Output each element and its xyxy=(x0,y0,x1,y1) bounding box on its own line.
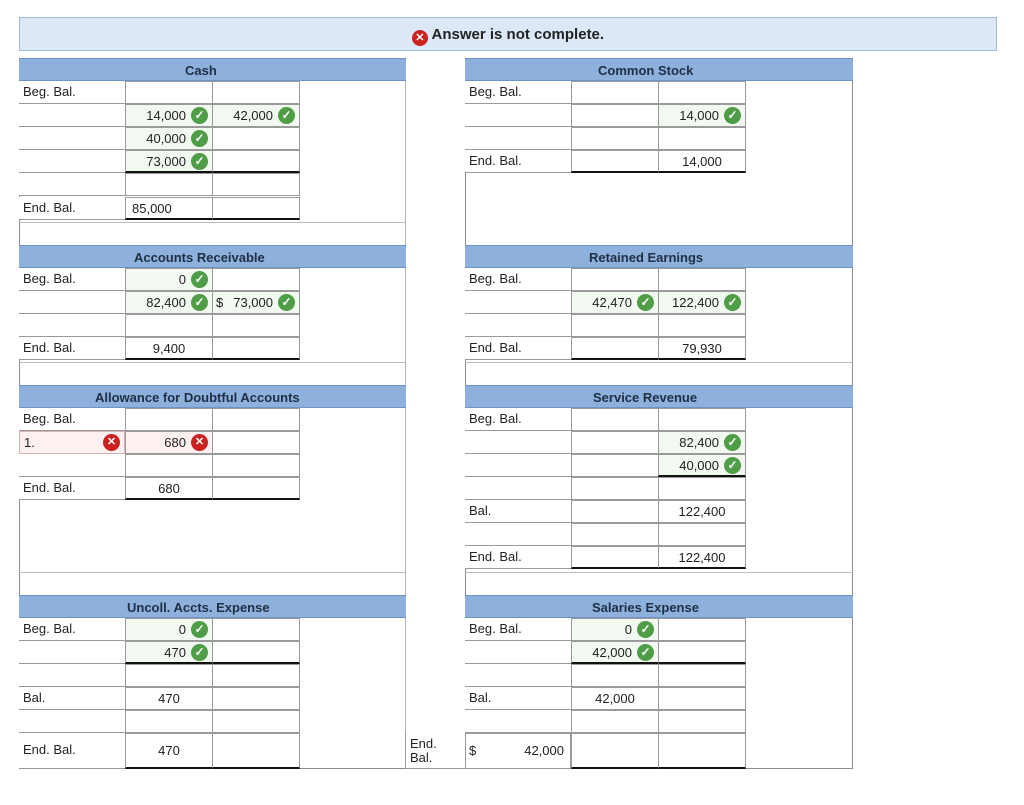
check-icon: ✓ xyxy=(637,294,654,311)
allowance-credit-2[interactable] xyxy=(212,454,300,477)
middle-column xyxy=(405,58,466,769)
answer-status-banner xyxy=(19,17,997,51)
allowance-title: Allowance for Doubtful Accounts xyxy=(95,390,300,405)
sr-row6-label[interactable] xyxy=(465,523,571,546)
cs-row2-label[interactable] xyxy=(465,104,571,127)
ue-credit-3[interactable] xyxy=(212,710,300,733)
cash-row5-credit[interactable] xyxy=(212,173,300,196)
re-debit-2[interactable] xyxy=(571,314,659,337)
se-beg-debit[interactable]: 0 ✓ xyxy=(571,618,659,641)
check-icon: ✓ xyxy=(724,294,741,311)
check-icon: ✓ xyxy=(637,621,654,638)
re-row2-label[interactable] xyxy=(465,291,571,314)
cash-row3-label[interactable] xyxy=(19,127,125,150)
se-bal-credit[interactable] xyxy=(658,687,746,710)
allowance-beg-label: Beg. Bal. xyxy=(19,408,125,431)
salaries-expense-header xyxy=(465,595,853,618)
allowance-beg-debit[interactable] xyxy=(125,408,213,431)
ar-end-label: End. Bal. xyxy=(19,337,125,360)
ue-end-credit[interactable] xyxy=(212,733,300,769)
cash-credit-1[interactable]: 42,000 ✓ xyxy=(212,104,300,127)
ue-bal-label: Bal. xyxy=(19,687,125,710)
check-icon: ✓ xyxy=(191,107,208,124)
sr-row2-label[interactable] xyxy=(465,431,571,454)
allowance-credit-1[interactable] xyxy=(212,431,300,454)
re-row3-label[interactable] xyxy=(465,314,571,337)
sr-beg-label: Beg. Bal. xyxy=(465,408,571,431)
ar-row2-label[interactable] xyxy=(19,291,125,314)
re-beg-credit[interactable] xyxy=(658,268,746,291)
se-bal-debit[interactable]: 42,000 xyxy=(571,687,659,710)
service-revenue-title: Service Revenue xyxy=(593,390,698,405)
ue-beg-debit[interactable]: 0 ✓ xyxy=(125,618,213,641)
ue-debit-2[interactable] xyxy=(125,664,213,687)
se-row5-label[interactable] xyxy=(465,710,571,733)
ar-title: Accounts Receivable xyxy=(134,250,265,265)
uncoll-expense-header xyxy=(19,595,406,618)
incorrect-icon: ✕ xyxy=(103,434,120,451)
se-credit-1[interactable] xyxy=(658,641,746,664)
re-beg-debit[interactable] xyxy=(571,268,659,291)
cash-beg-credit[interactable] xyxy=(212,81,300,104)
check-icon: ✓ xyxy=(724,434,741,451)
se-beg-label: Beg. Bal. xyxy=(465,618,571,641)
cs-end-credit[interactable]: 14,000 xyxy=(658,150,746,173)
se-end-label: End. Bal. xyxy=(405,733,466,769)
cash-header xyxy=(19,58,406,81)
sr-debit-4[interactable] xyxy=(571,523,659,546)
re-credit-2[interactable] xyxy=(658,314,746,337)
ue-debit-1[interactable]: 470 ✓ xyxy=(125,641,213,664)
se-end-credit[interactable] xyxy=(571,733,659,769)
answer-status-text: Answer is not complete. xyxy=(431,26,605,43)
check-icon: ✓ xyxy=(278,294,295,311)
check-icon: ✓ xyxy=(191,621,208,638)
ar-end-debit[interactable]: 9,400 xyxy=(125,337,213,360)
ue-beg-label: Beg. Bal. xyxy=(19,618,125,641)
ue-debit-3[interactable] xyxy=(125,710,213,733)
se-debit-1[interactable]: 42,000 ✓ xyxy=(571,641,659,664)
check-icon: ✓ xyxy=(278,107,295,124)
ar-debit-2[interactable] xyxy=(125,314,213,337)
re-end-debit[interactable] xyxy=(571,337,659,360)
re-end-credit[interactable]: 79,930 xyxy=(658,337,746,360)
cash-row2-label[interactable] xyxy=(19,104,125,127)
se-beg-credit[interactable] xyxy=(658,618,746,641)
cash-row4-label[interactable] xyxy=(19,150,125,173)
re-header xyxy=(465,245,853,268)
ar-beg-credit[interactable] xyxy=(212,268,300,291)
se-row2-label[interactable] xyxy=(465,641,571,664)
incorrect-icon: ✕ xyxy=(412,30,428,46)
cash-end-debit[interactable]: 85,000 xyxy=(125,197,213,220)
ar-row3-label[interactable] xyxy=(19,314,125,337)
se-end-debit[interactable]: $ 42,000 xyxy=(465,733,571,769)
sr-bal-debit[interactable] xyxy=(571,500,659,523)
re-title: Retained Earnings xyxy=(589,250,704,265)
cs-beg-credit[interactable] xyxy=(658,81,746,104)
cs-row3-label[interactable] xyxy=(465,127,571,150)
sr-credit-3[interactable] xyxy=(658,477,746,500)
ue-credit-2[interactable] xyxy=(212,664,300,687)
ar-header xyxy=(19,245,406,268)
cash-debit-3[interactable]: 73,000 ✓ xyxy=(125,150,213,173)
ue-end-debit[interactable]: 470 xyxy=(125,733,213,769)
check-icon: ✓ xyxy=(724,457,741,474)
se-bal-label: Bal. xyxy=(465,687,571,710)
sr-end-debit[interactable] xyxy=(571,546,659,569)
sr-credit-1[interactable]: 82,400 ✓ xyxy=(658,431,746,454)
cs-end-label: End. Bal. xyxy=(465,150,571,173)
cash-row5-debit[interactable] xyxy=(125,173,213,196)
check-icon: ✓ xyxy=(191,153,208,170)
se-credit-3[interactable] xyxy=(658,710,746,733)
sr-end-label: End. Bal. xyxy=(465,546,571,569)
incorrect-icon: ✕ xyxy=(191,434,208,451)
cs-beg-label: Beg. Bal. xyxy=(465,81,571,104)
cs-debit-2[interactable] xyxy=(571,127,659,150)
ue-row2-label[interactable] xyxy=(19,641,125,664)
check-icon: ✓ xyxy=(191,644,208,661)
divider xyxy=(19,222,406,223)
allowance-debit-2[interactable] xyxy=(125,454,213,477)
divider xyxy=(465,362,853,363)
sr-end-credit[interactable]: 122,400 xyxy=(658,546,746,569)
cash-credit-2[interactable] xyxy=(212,127,300,150)
cash-debit-2[interactable]: 40,000 ✓ xyxy=(125,127,213,150)
se-debit-3[interactable] xyxy=(571,710,659,733)
cash-beg-label: Beg. Bal. xyxy=(19,81,125,104)
sr-debit-2[interactable] xyxy=(571,454,659,477)
allowance-end-debit[interactable]: 680 xyxy=(125,477,213,500)
se-end-extra[interactable] xyxy=(658,733,746,769)
cash-credit-3[interactable] xyxy=(212,150,300,173)
cs-end-debit[interactable] xyxy=(571,150,659,173)
ar-beg-debit[interactable]: 0 ✓ xyxy=(125,268,213,291)
re-credit-1[interactable]: 122,400 ✓ xyxy=(658,291,746,314)
ue-end-label: End. Bal. xyxy=(19,733,125,769)
ue-beg-credit[interactable] xyxy=(212,618,300,641)
ar-debit-1[interactable]: 82,400 ✓ xyxy=(125,291,213,314)
ar-credit-2[interactable] xyxy=(212,314,300,337)
cash-debit-1[interactable]: 14,000 ✓ xyxy=(125,104,213,127)
sr-beg-debit[interactable] xyxy=(571,408,659,431)
sr-bal-label: Bal. xyxy=(465,500,571,523)
check-icon: ✓ xyxy=(191,294,208,311)
allowance-debit-1[interactable]: 680 ✕ xyxy=(125,431,213,454)
ue-row3-label[interactable] xyxy=(19,664,125,687)
se-credit-2[interactable] xyxy=(658,664,746,687)
ar-end-credit[interactable] xyxy=(212,337,300,360)
check-icon: ✓ xyxy=(724,107,741,124)
divider xyxy=(465,572,853,573)
divider xyxy=(19,572,406,573)
cs-credit-2[interactable] xyxy=(658,127,746,150)
re-beg-label: Beg. Bal. xyxy=(465,268,571,291)
ue-row5-label[interactable] xyxy=(19,710,125,733)
re-end-label: End. Bal. xyxy=(465,337,571,360)
divider xyxy=(19,362,406,363)
cash-end-credit[interactable] xyxy=(212,197,300,220)
cash-beg-debit[interactable] xyxy=(125,81,213,104)
sr-beg-credit[interactable] xyxy=(658,408,746,431)
cs-debit-1[interactable] xyxy=(571,104,659,127)
cs-beg-debit[interactable] xyxy=(571,81,659,104)
check-icon: ✓ xyxy=(191,271,208,288)
salaries-expense-title: Salaries Expense xyxy=(592,600,699,615)
cs-credit-1[interactable]: 14,000 ✓ xyxy=(658,104,746,127)
ue-bal-debit[interactable]: 470 xyxy=(125,687,213,710)
sr-bal-credit[interactable]: 122,400 xyxy=(658,500,746,523)
se-row3-label[interactable] xyxy=(465,664,571,687)
service-revenue-header xyxy=(465,385,853,408)
sr-credit-4[interactable] xyxy=(658,523,746,546)
allowance-end-credit[interactable] xyxy=(212,477,300,500)
sr-debit-1[interactable] xyxy=(571,431,659,454)
cash-row5-label[interactable] xyxy=(19,173,125,196)
common-stock-title: Common Stock xyxy=(598,63,694,78)
allowance-beg-credit[interactable] xyxy=(212,408,300,431)
allowance-end-label: End. Bal. xyxy=(19,477,125,500)
sr-row4-label[interactable] xyxy=(465,477,571,500)
ue-credit-1[interactable] xyxy=(212,641,300,664)
uncoll-expense-title: Uncoll. Accts. Expense xyxy=(127,600,270,615)
re-debit-1[interactable]: 42,470 ✓ xyxy=(571,291,659,314)
sr-credit-2[interactable]: 40,000 ✓ xyxy=(658,454,746,477)
allowance-row3-label[interactable] xyxy=(19,454,125,477)
cash-title: Cash xyxy=(185,63,217,78)
se-debit-2[interactable] xyxy=(571,664,659,687)
sr-row3-label[interactable] xyxy=(465,454,571,477)
allowance-header xyxy=(19,385,406,408)
common-stock-header xyxy=(465,58,853,81)
check-icon: ✓ xyxy=(637,644,654,661)
ue-bal-credit[interactable] xyxy=(212,687,300,710)
sr-debit-3[interactable] xyxy=(571,477,659,500)
cash-end-label: End. Bal. xyxy=(19,197,125,220)
ar-beg-label: Beg. Bal. xyxy=(19,268,125,291)
ar-credit-1[interactable]: $ 73,000 ✓ xyxy=(212,291,300,314)
check-icon: ✓ xyxy=(191,130,208,147)
allowance-entry-1-label[interactable]: 1. ✕ xyxy=(19,431,125,454)
